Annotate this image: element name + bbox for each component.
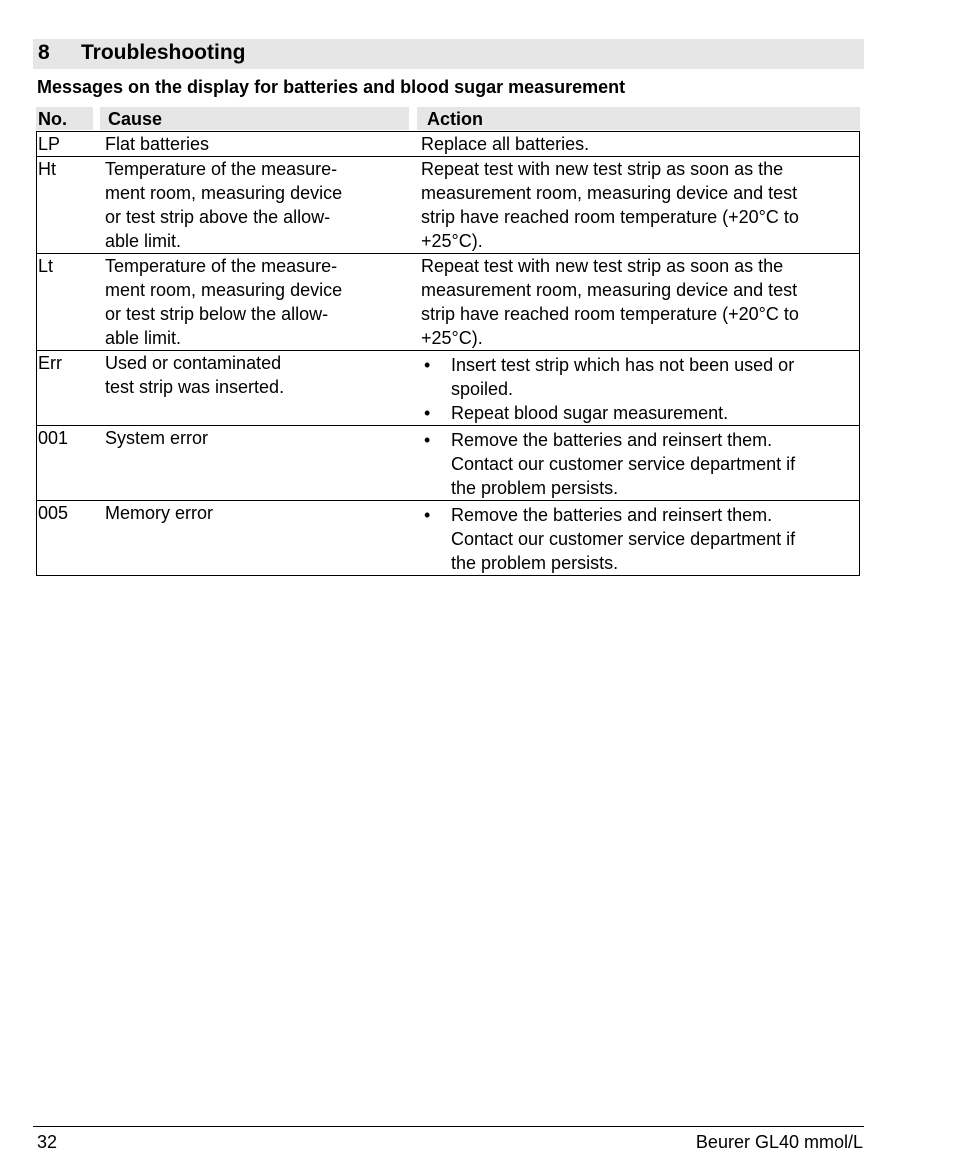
action-line: Replace all batteries. (421, 134, 590, 154)
action-bullet-line: the problem persists. (451, 553, 619, 573)
action-bullet-item (421, 401, 859, 425)
column-header-action-label: Action (427, 109, 483, 129)
cause-line: Used or contaminated (105, 353, 282, 373)
action-bullet-list (421, 428, 859, 500)
table-row (37, 157, 860, 254)
table-row (37, 132, 860, 157)
error-code: Ht (37, 157, 106, 254)
action-cell (419, 157, 860, 254)
bullet-icon: • (424, 505, 431, 525)
cause-line: Temperature of the measure- (105, 256, 338, 276)
action-line: Repeat test with new test strip as soon as the (421, 159, 784, 179)
section-number: 8 (38, 41, 50, 64)
error-code: Lt (37, 254, 106, 351)
action-bullet-line: Insert test strip which has not been used or (451, 355, 795, 375)
action-bullet-list (421, 503, 859, 575)
cause-line: able limit. (105, 328, 182, 348)
cause-cell (105, 254, 419, 351)
column-header-cause (100, 107, 409, 130)
action-line: measurement room, measuring device and test (421, 280, 798, 300)
cause-line: ment room, measuring device (105, 183, 343, 203)
action-line: measurement room, measuring device and test (421, 183, 798, 203)
table-row (37, 351, 860, 426)
action-bullet-item (421, 503, 859, 575)
action-cell (419, 254, 860, 351)
action-bullet-line: Remove the batteries and reinsert them. (451, 430, 773, 450)
action-line: +25°C). (421, 231, 483, 251)
cause-line: able limit. (105, 231, 182, 251)
bullet-icon: • (424, 355, 431, 375)
cause-cell (105, 132, 419, 157)
error-code: LP (37, 132, 106, 157)
cause-line: test strip was inserted. (105, 377, 285, 397)
page-number: 32 (37, 1132, 58, 1152)
action-line: strip have reached room temperature (+20°C to (421, 207, 799, 227)
table-row (37, 426, 860, 501)
action-line: strip have reached room temperature (+20°C to (421, 304, 799, 324)
footer-divider (33, 1126, 864, 1127)
error-code: 001 (37, 426, 106, 501)
column-header-action (417, 107, 860, 130)
section-title: Troubleshooting (81, 41, 246, 64)
action-bullet-line: Contact our customer service department if (451, 529, 796, 549)
action-cell (419, 501, 860, 576)
cause-line: System error (105, 428, 209, 448)
bullet-icon: • (424, 430, 431, 450)
cause-line: Memory error (105, 503, 214, 523)
product-name: Beurer GL40 mmol/L (695, 1132, 863, 1152)
cause-line: or test strip above the allow- (105, 207, 331, 227)
action-bullet-line: Contact our customer service department if (451, 454, 796, 474)
action-bullet-line: Remove the batteries and reinsert them. (451, 505, 773, 525)
error-code: Err (37, 351, 106, 426)
cause-cell (105, 157, 419, 254)
column-header-cause-label: Cause (108, 109, 163, 129)
column-header-no (36, 107, 93, 130)
action-bullet-line: Repeat blood sugar measurement. (451, 403, 729, 423)
action-line: +25°C). (421, 328, 483, 348)
bullet-icon: • (424, 403, 431, 423)
subheading: Messages on the display for batteries and blood sugar measurement (37, 77, 626, 97)
troubleshooting-table (36, 131, 860, 576)
cause-line: ment room, measuring device (105, 280, 343, 300)
cause-cell (105, 426, 419, 501)
action-bullet-item (421, 428, 859, 500)
cause-line: Temperature of the measure- (105, 159, 338, 179)
column-header-no-label: No. (38, 109, 67, 129)
cause-cell (105, 351, 419, 426)
table-row (37, 501, 860, 576)
action-bullet-item (421, 353, 859, 401)
cause-line: Flat batteries (105, 134, 210, 154)
cause-line: or test strip below the allow- (105, 304, 329, 324)
action-cell (419, 351, 860, 426)
action-bullet-line: spoiled. (451, 379, 514, 399)
cause-cell (105, 501, 419, 576)
action-line: Repeat test with new test strip as soon as the (421, 256, 784, 276)
section-heading (33, 39, 864, 69)
action-bullet-list (421, 353, 859, 425)
table-row (37, 254, 860, 351)
action-bullet-line: the problem persists. (451, 478, 619, 498)
action-cell (419, 132, 860, 157)
action-cell (419, 426, 860, 501)
error-code: 005 (37, 501, 106, 576)
